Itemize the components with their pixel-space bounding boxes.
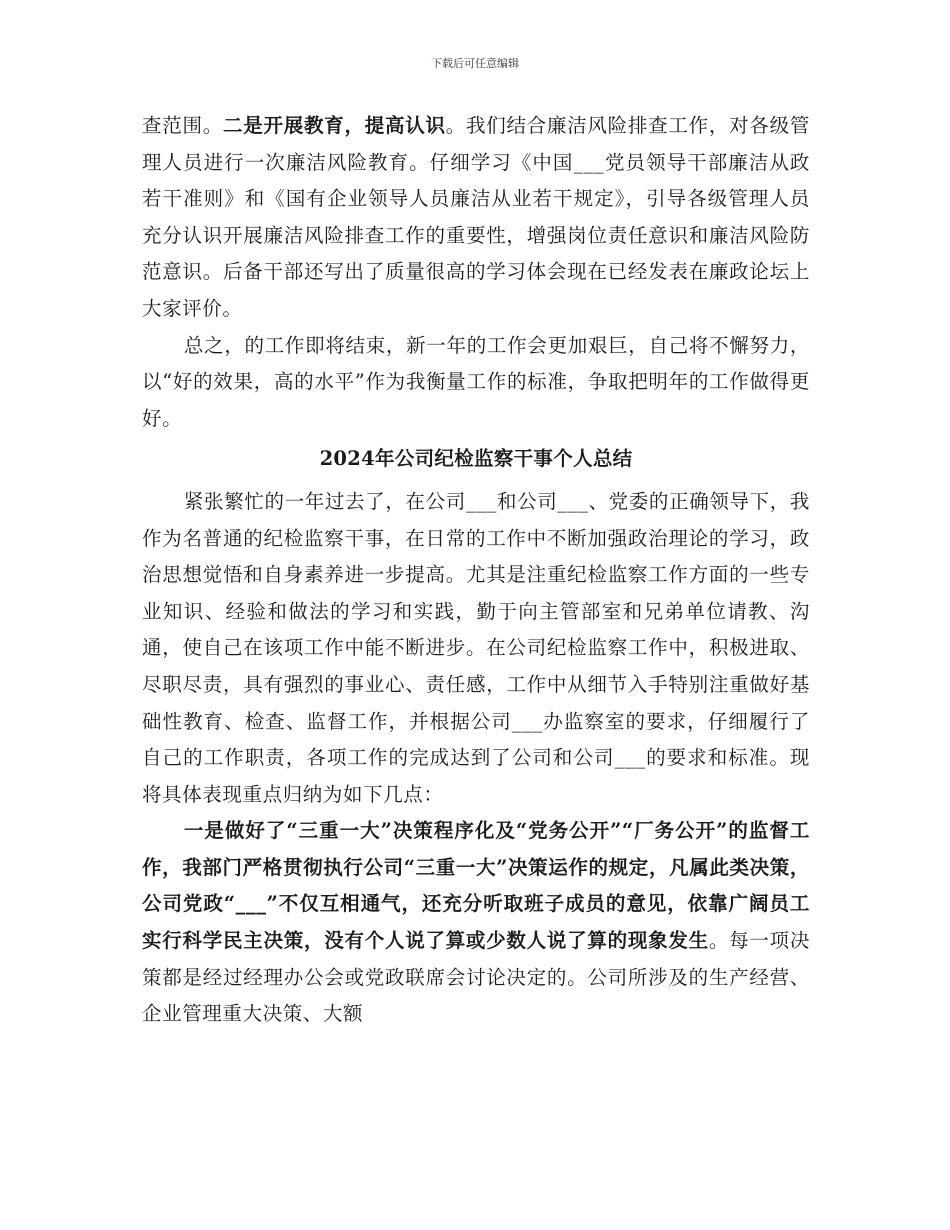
section-title: 2024年公司纪检监察干事个人总结 [319,447,633,471]
paragraph-intro: 紧张繁忙的一年过去了，在公司___和公司___、党委的正确领导下，我作为名普通的纪检监察干事，在日常的工作中不断加强政治理论的学习，政治思想觉悟和自身素养进一步提高。尤其是注重纪检监察工作方面的一些专业知识、经验和做法的学习和实践，勤于向主管部室和兄弟单位请教、沟通，使自己在该项工作中能不断进步。在公司纪检监察工作中，积极进取、尽职尽责，具有强烈的事业心、责任感，工作中从细节入手特别注重做好基础性教育、检查、监督工作，并根据公司___办监察室的要求，仔细履行了自己的工作职责，各项工作的完成达到了公司和公司___的要求和标准。现将具体表现重点归纳为如下几点： [142,489,810,806]
paragraph-first-point [142,813,810,1033]
bold-heading-first-point: 一是做好了“三重一大”决策程序化及“党务公开”“厂务公开”的监督工作，我部门严格贯彻执行公司“三重一大”决策运作的规定，凡属此类决策，公司党政“___”不仅互相通气，还充分听取班子成员的意见，依靠广阔员工实行科学民主决策，没有个人说了算或少数人说了算的现象发生 [142,819,810,953]
paragraph-body-text: 。我们结合廉洁风险排查工作，对各级管理人员进行一次廉洁风险教育。仔细学习《中国___党员领导干部廉洁从政若干准则》和《国有企业领导人员廉洁从业若干规定》，引导各级管理人员充分认识开展廉洁风险排查工作的重要性，增强岗位责任意识和廉洁风险防范意识。后备干部还写出了质量很高的学习体会现在已经发表在廉政论坛上大家评价。 [142,114,810,320]
bold-heading-education: 二是开展教育，提高认识 [222,114,446,137]
document-body [142,108,810,1033]
paragraph-start-text: 查范围。 [142,114,223,137]
paragraph-conclusion: 总之，的工作即将结束，新一年的工作会更加艰巨，自己将不懈努力，以“好的效果，高的水平”作为我衡量工作的标准，争取把明年的工作做得更好。 [142,333,810,430]
page-header: 下载后可任意编辑 [431,57,519,70]
paragraph-education [142,108,810,328]
paragraph-body-text: 。每一项决策都是经过经理办公会或党政联席会讨论决定的。公司所涉及的生产经营、企业管理重大决策、大额 [142,929,810,1026]
